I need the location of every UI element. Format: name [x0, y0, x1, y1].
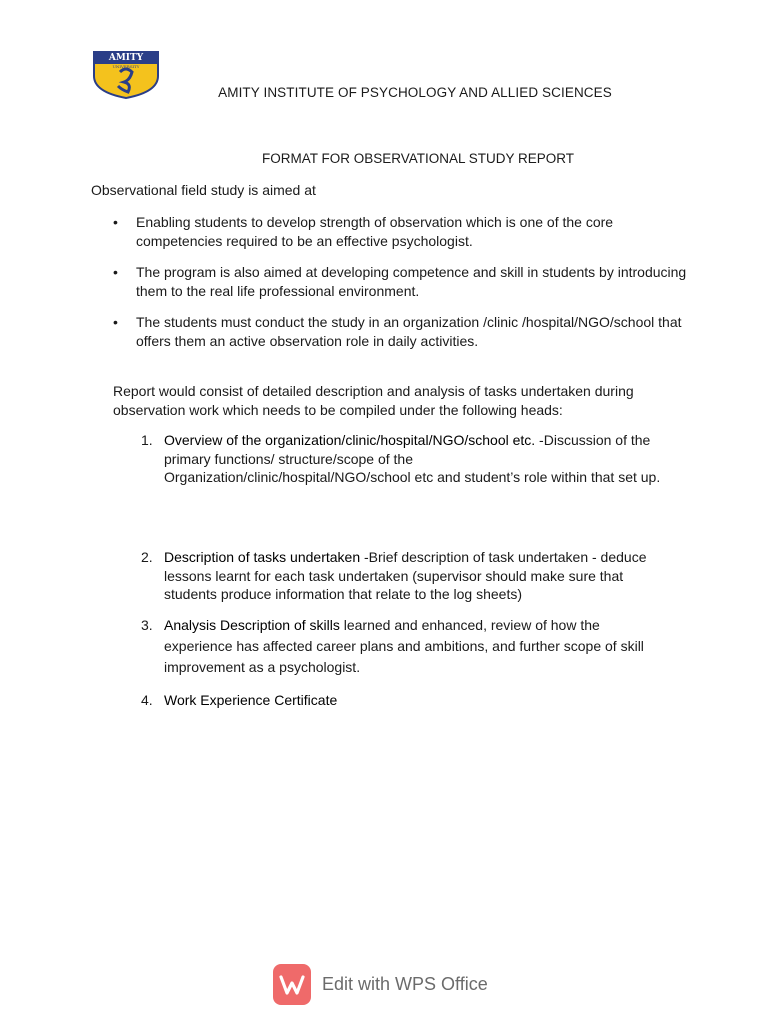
bullet-text: The program is also aimed at developing competence and skill in students by introducing them to the real life professional environment. — [136, 264, 687, 299]
wps-label: Edit with WPS Office — [322, 974, 488, 994]
report-intro: Report would consist of detailed description and analysis of tasks undertaken during observation work which needs to be compiled under the following heads: — [113, 383, 634, 418]
logo-text: AMITY — [108, 53, 144, 63]
edit-with-wps-button[interactable] — [273, 964, 493, 1006]
numbered-item — [141, 548, 661, 604]
bullet-item — [113, 263, 693, 301]
numbered-item — [141, 691, 661, 710]
item-number: 2. — [141, 549, 153, 565]
item-text: -Discussion of the primary functions/ structure/scope of the Organization/clinic/hospital/NGO/school etc and student’s role within that set up. — [164, 432, 661, 485]
wps-logo-icon — [273, 964, 311, 1005]
bullet-text: Enabling students to develop strength of observation which is one of the core competencies required to be an effective psychologist. — [136, 214, 614, 249]
numbered-item — [141, 615, 661, 678]
item-heading: Overview of the organization/clinic/hospital/NGO/school etc. — [164, 432, 536, 448]
bullet-list — [113, 213, 693, 363]
item-text: -Brief description of task undertaken - deduce lessons learnt for each task undertaken (supervisor should make sure that students produce information that relate to the log sheets) — [164, 549, 647, 602]
bullet-marker: • — [113, 314, 118, 330]
institute-title: AMITY INSTITUTE OF PSYCHOLOGY AND ALLIED SCIENCES — [218, 85, 612, 100]
bullet-text: The students must conduct the study in an organization /clinic /hospital/NGO/school that offers them an active observation role in daily activities. — [136, 314, 682, 349]
item-number: 1. — [141, 432, 153, 448]
bullet-item — [113, 213, 693, 251]
item-heading: Work Experience Certificate — [164, 692, 338, 708]
bullet-marker: • — [113, 264, 118, 280]
item-heading: Description of tasks undertaken — [164, 549, 361, 565]
logo-subtext: UNIVERSITY — [112, 64, 140, 69]
bullet-item — [113, 313, 693, 351]
numbered-item — [141, 431, 661, 487]
item-number: 3. — [141, 617, 153, 633]
item-heading: Analysis Description of skills — [164, 617, 340, 633]
item-text: learned and enhanced, review of how the experience has affected career plans and ambitions, and further scope of skill improvement as a psychologist. — [164, 617, 644, 675]
intro-text: Observational field study is aimed at — [91, 182, 316, 198]
format-title: FORMAT FOR OBSERVATIONAL STUDY REPORT — [261, 151, 575, 166]
bullet-marker: • — [113, 214, 118, 230]
item-number: 4. — [141, 692, 153, 708]
